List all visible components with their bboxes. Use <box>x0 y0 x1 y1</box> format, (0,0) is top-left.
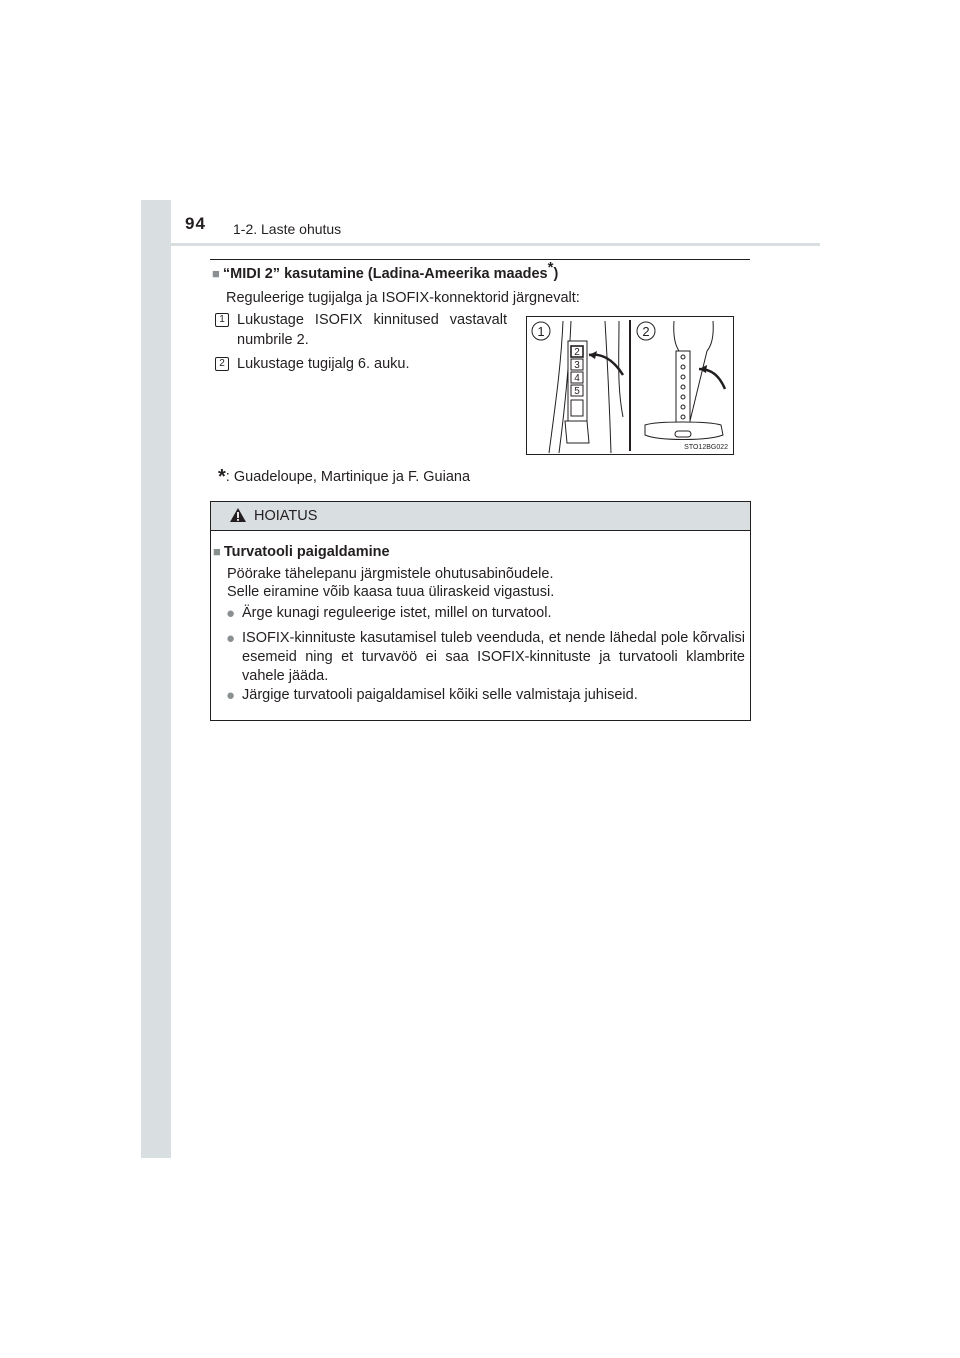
step-text: Lukustage ISOFIX kinnitused vastavalt numbrile 2. <box>237 312 507 348</box>
warning-bullet-text: ISOFIX-kinnituste kasutamisel tuleb veenduda, et nende lähedal pole kõrvalisi esemeid ning et turvavöö ei saa ISOFIX-kinnituste ja turvatooli klambrite vahele jääda. <box>242 630 745 684</box>
slot-label: 2 <box>574 347 580 358</box>
section-title: 1-2. Laste ohutus <box>233 221 342 237</box>
warning-label: HOIATUS <box>254 508 318 524</box>
side-tab-bar <box>141 200 171 1158</box>
slot-label: 3 <box>574 360 580 371</box>
warning-box <box>210 501 751 721</box>
slot-label: 4 <box>574 373 580 384</box>
footnote <box>218 466 470 489</box>
warning-bullet <box>226 629 745 686</box>
square-bullet-icon: ■ <box>213 544 221 559</box>
figure-label-1: 1 <box>537 324 545 339</box>
warning-line: Pöörake tähelepanu järgmistele ohutusabinõudele. <box>227 566 554 582</box>
figure-code: STO12BG022 <box>684 444 728 451</box>
circle-bullet-icon: ● <box>226 630 236 647</box>
page-number: 94 <box>185 214 206 233</box>
warning-header <box>211 502 750 531</box>
warning-line: Selle eiramine võib kaasa tuua üliraskeid vigastusi. <box>227 584 555 600</box>
step-text: Lukustage tugijalg 6. auku. <box>237 356 410 372</box>
warning-title: Turvatooli paigaldamine <box>223 544 390 560</box>
warning-title-row <box>213 544 390 560</box>
isofix-support-leg-illustration <box>527 317 733 454</box>
warning-bullet <box>226 604 745 623</box>
step-number-badge: 2 <box>215 357 229 371</box>
warning-triangle-icon <box>229 507 247 523</box>
footnote-text: : Guadeloupe, Martinique ja F. Guiana <box>225 469 471 485</box>
square-bullet-icon: ■ <box>212 266 220 281</box>
warning-bullet <box>226 686 745 705</box>
title-asterisk: * <box>547 259 554 277</box>
subhead-rule <box>210 259 750 260</box>
step-number-badge: 1 <box>215 313 229 327</box>
footnote-asterisk: * <box>218 466 226 488</box>
illustration-figure <box>526 316 734 455</box>
circle-bullet-icon: ● <box>226 687 236 704</box>
subsection-title: “MIDI 2” kasutamine (Ladina-Ameerika maades <box>222 266 548 282</box>
warning-bullet-text: Järgige turvatooli paigaldamisel kõiki selle valmistaja juhiseid. <box>242 687 638 703</box>
step-1 <box>215 310 507 350</box>
figure-label-2: 2 <box>642 324 650 339</box>
warning-bullet-text: Ärge kunagi reguleerige istet, millel on turvatool. <box>242 605 552 621</box>
header-rule <box>171 243 820 246</box>
intro-text: Reguleerige tugijalga ja ISOFIX-konnektorid järgnevalt: <box>226 290 580 306</box>
subsection-heading <box>212 259 559 282</box>
title-close: ) <box>553 266 559 282</box>
slot-label: 5 <box>574 386 580 397</box>
step-2 <box>215 354 507 374</box>
warning-intro <box>227 565 742 601</box>
circle-bullet-icon: ● <box>226 605 236 622</box>
